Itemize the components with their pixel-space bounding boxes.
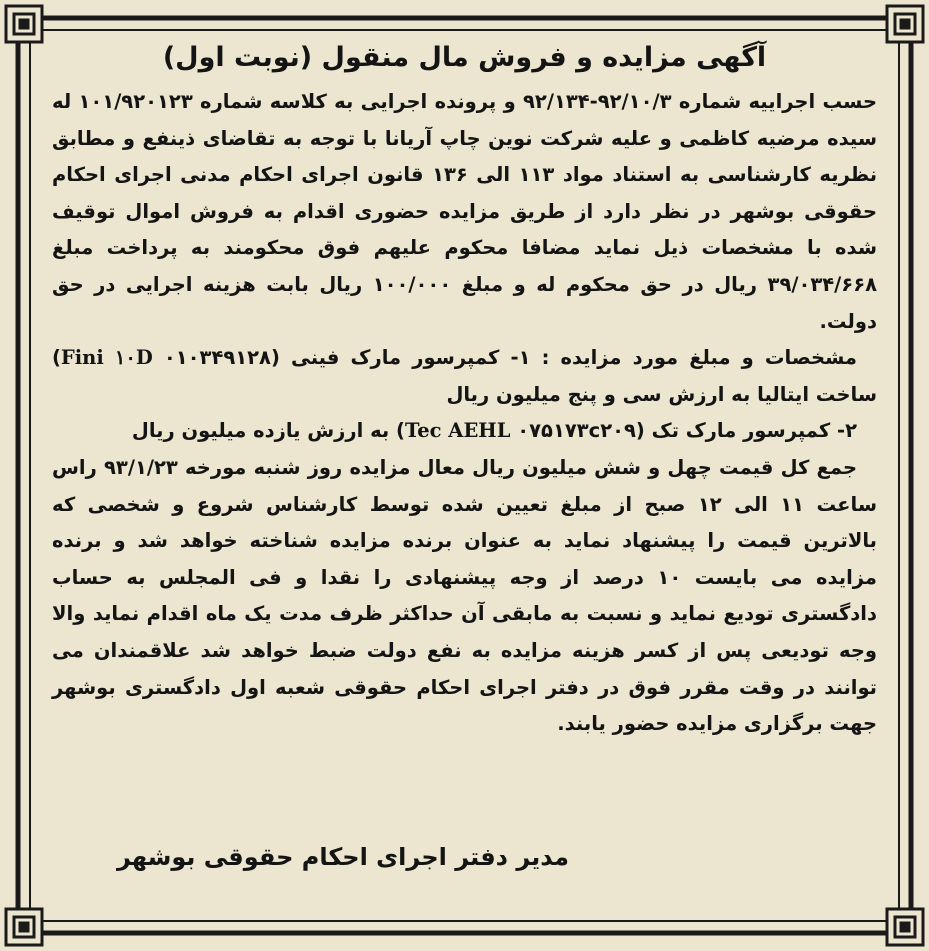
notice-signature: مدیر دفتر اجرای احکام حقوقی بوشهر — [116, 843, 569, 871]
notice-title: آگهی مزایده و فروش مال منقول (نوبت اول) — [162, 42, 767, 73]
auction-item-1-details: ۰۱۰۳۴۹۱۲۸) ساخت ایتالیا به ارزش سی و پنج میلیون ریال — [52, 346, 877, 406]
auction-item-1 — [52, 340, 877, 413]
corner-ornament-top-left — [6, 6, 42, 42]
notice-paragraph-terms: جمع کل قیمت چهل و شش میلیون ریال معال مزایده روز شنبه مورخه ۹۳/۱/۲۳ راس ساعت ۱۱ الی ۱۲ صبح از مبلغ تعیین شده توسط کارشناس شروع و شخصی که بالاترین قیمت را پیشنهاد نماید به عنوان برنده مزایده شناخته خواهد شد و برنده مزایده می بایست ۱۰ درصد از وجه پیشنهادی را نقدا و فی المجلس به حساب دادگستری تودیع نماید و نسبت به مابقی آن حداکثر ظرف مدت یک ماه اقدام نماید والا وجه تودیعی پس از کسر هزینه مزایده به نفع دولت ضبط خواهد شد علاقمندان می توانند در وقت مقرر فوق در دفتر اجرای احکام حقوقی شعبه اول دادگستری بوشهر جهت برگزاری مزایده حضور یابند. — [52, 455, 878, 736]
auction-item-2 — [52, 413, 877, 450]
corner-ornament-top-right — [887, 6, 923, 42]
notice-body — [52, 38, 877, 898]
auction-item-2-details: ۰۷۵۱۷۳c۲۰۹) به ارزش یازده میلیون ریال — [131, 419, 636, 443]
notice-paragraph-main: حسب اجراییه شماره ۹۲/۱۰/۳-۹۲/۱۳۴ و پرونده اجرایی به کلاسه شماره ۱۰۱/۹۲۰۱۲۳ له سیده مرضیه کاظمی و علیه شرکت نوین چاپ آریانا با توجه به تقاضای ذینفع و مطابق نظریه کارشناسی به استناد مواد ۱۱۳ الی ۱۳۶ قانون اجرای احکام مدنی اجرای احکام حقوقی بوشهر در نظر دارد از طریق مزایده حضوری اقدام به فروش اموال توقیف شده با مشخصات ذیل نماید مضافا محکوم علیهم فوق محکومند به پرداخت مبلغ ۳۹/۰۳۴/۶۶۸ ریال در حق محکوم له و مبلغ ۱۰۰/۰۰۰ ریال بابت هزینه اجرایی در حق دولت. — [52, 90, 878, 333]
auction-item-2-model: Tec AEHL — [404, 419, 511, 443]
auction-item-1-text: مشخصات و مبلغ مورد مزایده : ۱- کمپرسور مارک فینی ( — [270, 346, 857, 370]
corner-ornament-bottom-right — [887, 909, 923, 945]
corner-ornament-bottom-left — [6, 909, 42, 945]
auction-item-1-model: Fini ۱۰D — [60, 346, 153, 370]
auction-item-2-text: ۲- کمپرسور مارک تک ( — [635, 419, 857, 443]
